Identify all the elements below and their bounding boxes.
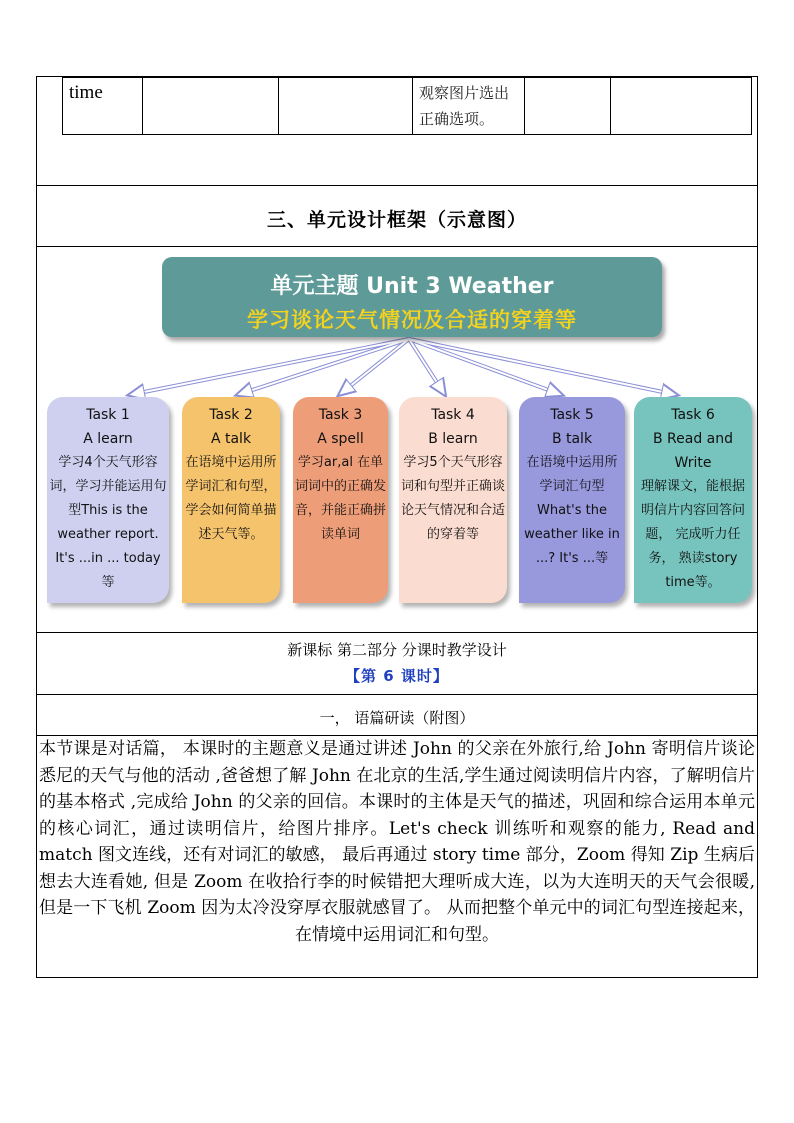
table-row	[63, 78, 752, 135]
table-cell	[525, 78, 611, 135]
task-card-4	[399, 397, 507, 603]
task-subtitle: A learn	[83, 431, 133, 447]
lesson-number: 【第 6 课时】	[345, 667, 449, 685]
task-subtitle: A spell	[317, 431, 364, 447]
section-title: 三、单元设计框架（示意图）	[266, 209, 527, 231]
task-description: 在语境中运用所学词汇和句型， 学会如何简单描述天气等。	[185, 455, 277, 542]
table-cell	[279, 78, 413, 135]
divider	[37, 185, 757, 186]
task-card-5	[519, 397, 625, 603]
task-description: 理解课文，能根据明信片内容回答问题， 完成听力任务， 熟读story time等。	[640, 479, 745, 590]
text-analysis-paragraph: 本节课是对话篇， 本课时的主题意义是通过讲述 John 的父亲在外旅行,给 John 寄明信片谈论悉尼的天气与他的活动 ,爸爸想了解 John 在北京的生活,学生通过阅读明信片内容，了解明信片的基本格式 ,完成给 John 的父亲的回信。本课时的主体是天气的描述，巩固和综合运用本单元的核心词汇，通过读明信片，给图片排序。Let's check 训练听和观察的能力, Read and match 图文连线，还有对词汇的敏感， 最后再通过 story time 部分，Zoom 得知 Zip 生病后想去大连看她, 但是 Zoom 在收拾行李的时候错把大理听成大连，以为大连明天的天气会很暖,但是一下飞机 Zoom 因为太冷没穿厚衣服就感冒了。 从而把整个单元中的词汇句型连接起来， 在情境中运用词汇和句型。	[39, 739, 755, 945]
document-table	[36, 76, 758, 978]
divider	[37, 632, 757, 633]
lesson-header-line1: 新课标 第二部分 分课时教学设计	[287, 641, 507, 659]
evaluation-table	[62, 77, 752, 135]
task-card-1	[47, 397, 169, 603]
banner-subtitle: 学习谈论天气情况及合适的穿着等	[247, 308, 577, 332]
divider	[37, 694, 757, 695]
unit-theme-banner	[162, 257, 662, 337]
task-title: Task 4	[431, 407, 475, 423]
task-title: Task 6	[671, 407, 715, 423]
table-cell	[611, 78, 752, 135]
task-description: 学习4个天气形容词，学习并能运用句型This is the weather report. It's ...in ... today等	[49, 455, 167, 590]
task-card-3	[293, 397, 388, 603]
task-description: 学习5个天气形容词和句型并正确谈论天气情况和合适的穿着等	[401, 455, 506, 542]
table-cell: 观察图片选出正确选项。	[413, 78, 525, 135]
task-subtitle: B Read and Write	[652, 431, 734, 471]
table-cell	[143, 78, 279, 135]
table-cell: time	[63, 78, 143, 135]
task-subtitle: B talk	[551, 431, 593, 447]
unit-framework-diagram	[37, 247, 757, 632]
task-title: Task 2	[209, 407, 253, 423]
banner-title: 单元主题 Unit 3 Weather	[270, 274, 554, 299]
task-subtitle: B learn	[428, 431, 478, 447]
task-card-6	[634, 397, 752, 603]
task-title: Task 5	[550, 407, 594, 423]
task-description: 在语境中运用所学词汇句型What's the weather like in ...? It's ...等	[524, 455, 620, 566]
task-title: Task 1	[86, 407, 130, 423]
task-card-2	[182, 397, 280, 603]
task-subtitle: A talk	[210, 431, 252, 447]
subsection-title: 一， 语篇研读（附图）	[319, 709, 475, 727]
task-description: 学习ar,al 在单词词中的正确发音，并能正确拼读单词	[295, 455, 387, 542]
task-title: Task 3	[318, 407, 363, 423]
